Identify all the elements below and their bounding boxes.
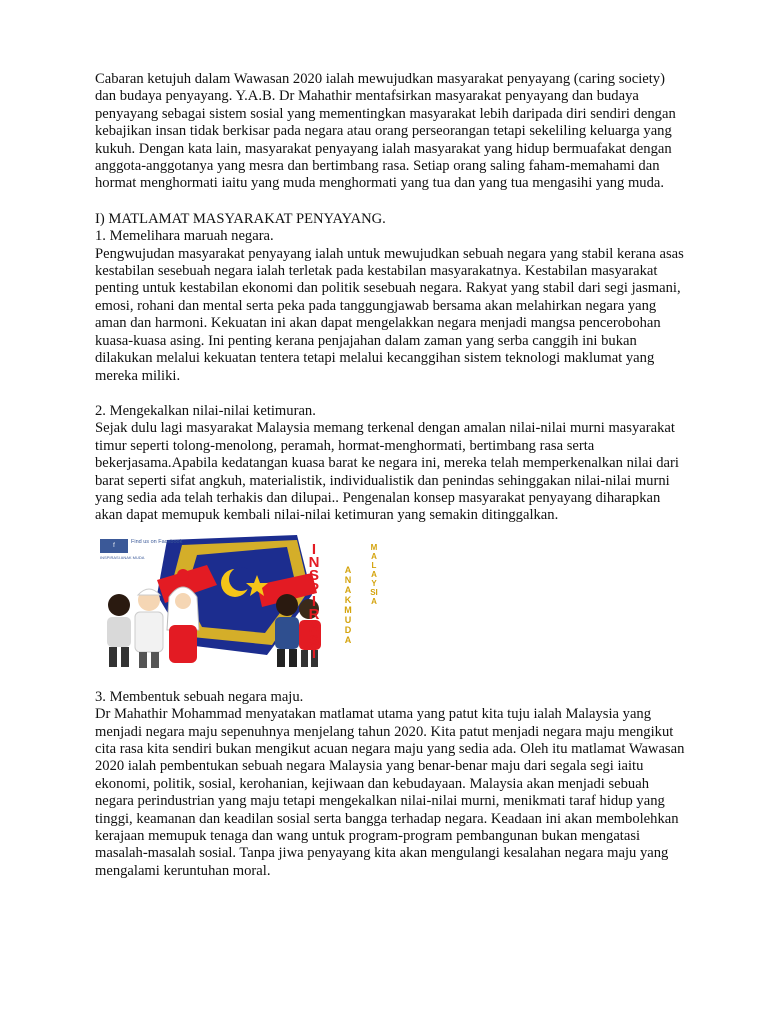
character-2 bbox=[135, 589, 163, 668]
point-1-title: 1. Memelihara maruah negara. bbox=[95, 228, 274, 245]
intro-paragraph: Cabaran ketujuh dalam Wawasan 2020 ialah mewujudkan masyarakat penyayang (caring society) dan budaya penyayang. Y.A.B. Dr Mahathir mentafsirkan masyarakat penyayang dan budaya penyayang sebagai sistem sosial yang mementingkan masyarakat lebih daripada diri sendiri dengan kebajikan insan tidak berkisar pada negara atau orang perseorangan tetapi sekeliling keluarga yang kukuh. Dengan kata lain, masyarakat penyayang ialah masyarakat yang hidup bermuafakat dengan anggota-anggotanya yang mesra dan bertimbang rasa. Setiap orang saling faham-memahami dan hormat menghormati iaitu yang muda menghormati yang tua dan yang tua mengasihi yang muda. bbox=[95, 71, 676, 192]
crescent-cut bbox=[229, 567, 253, 591]
facebook-icon: f bbox=[100, 539, 128, 553]
facebook-subcaption: INSPIRASI ANAK MUDA bbox=[100, 554, 145, 560]
inspirasi-anak-muda-illustration bbox=[97, 535, 387, 673]
vertical-title-anak-muda: ANAKMUDA bbox=[344, 564, 352, 645]
point-3-body: Dr Mahathir Mohammad menyatakan matlamat utama yang patut kita tuju ialah Malaysia yang menjadi negara maju sepenuhnya menjelang tahun 2020. Kita patut menjadi negara maju mengikut cita rasa kita sendiri bukan mengikut acuan negara maju yang sedia ada. Oleh itu matlamat Wawasan 2020 ialah pembentukan sebuah negara Malaysia yang benar-benar maju dari segala segi iaitu ekonomi, politik, sosial, kerohanian, kejiwaan dan kebudayaan. Malaysia akan menjadi sebuah negara perindustrian yang maju tetapi mengekalkan nilai-nilai murni, menikmati taraf hidup yang tinggi, keamanan dan keadilan sosial serta bangga terhadap negara. Keadaan ini akan membolehkan kerajaan memupuk tenaga dan wang untuk program-program pembangunan bukan mengatasi masalah-masalah sosial. Tanpa jiwa penyayang kita akan mengulangi kesalahan negara maju yang mengalami keruntuhan moral. bbox=[95, 706, 685, 879]
point-2-body: Sejak dulu lagi masyarakat Malaysia memang terkenal dengan amalan nilai-nilai murni masyarakat timur seperti tolong-menolong, peramah, hormat-menghormati, bertimbang rasa serta bekerjasama.Apabila kedatangan kuasa barat ke negara ini, mereka telah memperkenalkan nilai dari barat seperti sifat angkuh, materialistik, individualistik dan penindas sehinggakan nilai-nilai murni yang sedia ada telah terhakis dan dilupai.. Pengenalan konsep masyarakat penyayang diharapkan akan dapat memupuk kembali nilai-nilai ketimuran yang semakin ditinggalkan. bbox=[95, 420, 679, 524]
character-4 bbox=[275, 594, 299, 667]
point-3-title: 3. Membentuk sebuah negara maju. bbox=[95, 688, 304, 705]
facebook-caption: Find us on Facebook bbox=[131, 538, 183, 545]
vertical-title-malaysia: MALAYSIA bbox=[370, 542, 378, 606]
character-1 bbox=[107, 594, 131, 667]
vertical-title-inspirasi: INSPIRASI bbox=[308, 540, 320, 662]
point-1-body: Pengwujudan masyarakat penyayang ialah untuk mewujudkan sebuah negara yang stabil kerana asas kestabilan sesebuah negara ialah terletak pada kestabilan masyarakatnya. Kestabilan masyarakat penting untuk kestabilan ekonomi dan politik sesebuah negara. Rakyat yang stabil dari segi jasmani, emosi, rohani dan mental serta peka pada tanggungjawab bersama akan melahirkan negara yang aman dan harmoni. Kekuatan ini akan dapat mengelakkan negara menjadi mangsa pencerobohan kuasa-kuasa asing. Ini penting kerana penjajahan dalam zaman yang serba canggih ini bukan dilakukan melalui kekuatan tentera tetapi melalui kecanggihan sistem teknologi maklumat yang mereka miliki. bbox=[95, 245, 684, 384]
section-heading: I) MATLAMAT MASYARAKAT PENYAYANG. bbox=[95, 210, 386, 227]
point-2-title: 2. Mengekalkan nilai-nilai ketimuran. bbox=[95, 402, 316, 419]
